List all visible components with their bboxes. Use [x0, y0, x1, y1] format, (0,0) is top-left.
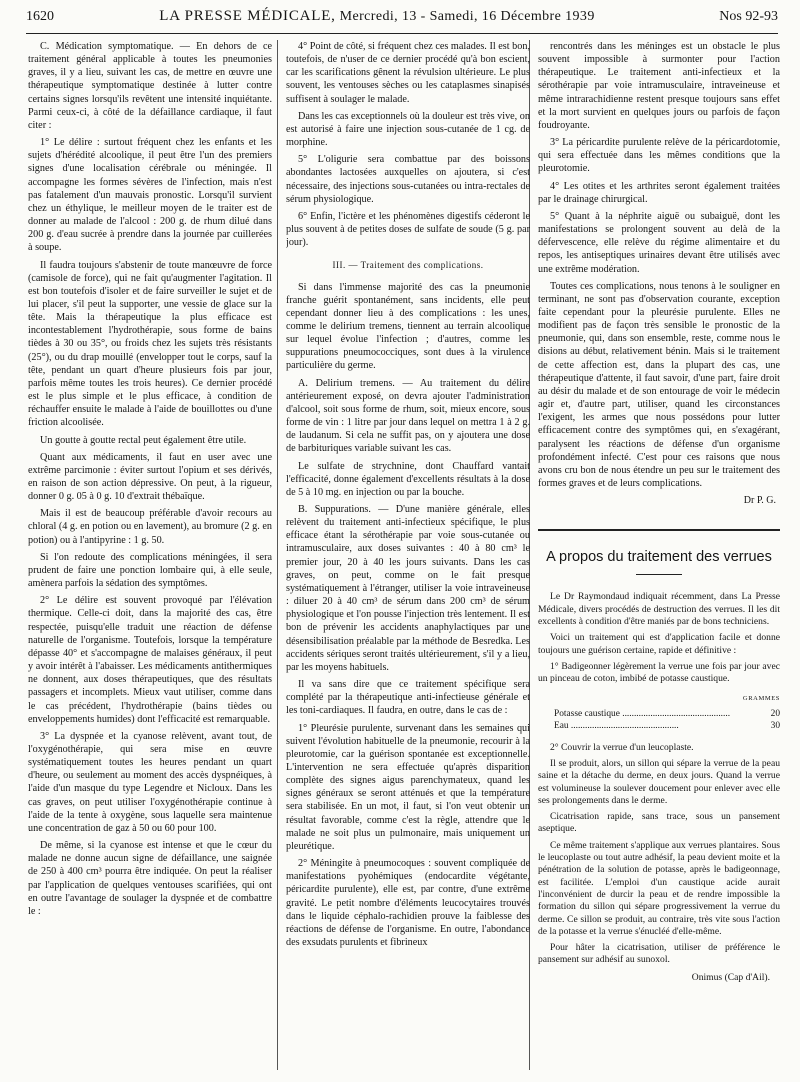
column-3	[538, 40, 780, 1076]
page-number: 1620	[26, 9, 54, 24]
section-heading: III. — Traitement des complications.	[332, 260, 484, 271]
ingredient-name: Potasse caustique .....	[554, 708, 754, 720]
running-title	[86, 8, 668, 25]
paragraph: Si dans l'immense majorité des cas la pneumonie franche guérit spontanément, sans incidents, elle peut cependant donner lieu à des complications : les unes, comme le delirium tremens, tiennent au terrain alcoolique sur lequel évolue l'infection ; d'autres, comme les suppurations pneumococciques, sont dues à la virulence particulière du germe.	[286, 281, 530, 372]
paragraph: Pour hâter la cicatrisation, utiliser de préférence le pansement sur adhésif au sunoxol.	[538, 942, 780, 966]
column-separator	[277, 40, 278, 1070]
paragraph: Dans les cas exceptionnels où la douleur est très vive, on est autorisé à faire une injection sous-cutanée de 1 cg. de morphine.	[286, 110, 530, 149]
ingredient-qty: 30	[770, 720, 780, 731]
issue-date: Mercredi, 13 - Samedi, 16 Décembre 1939	[339, 9, 595, 24]
paragraph: Il se produit, alors, un sillon qui sépare la verrue de la peau saine et la détache du derme, en deux jours. Quand la verrue est volumineuse la soulever doucement pour enlever avec elle ses prolongements dans le derme.	[538, 758, 780, 806]
header-rule	[26, 33, 778, 34]
title-rule	[636, 574, 682, 575]
paragraph: Voici un traitement qui est d'application facile et donne toujours une guérison certaine, rapide et définitive :	[538, 632, 780, 656]
paragraph: Un goutte à goutte rectal peut également être utile.	[40, 434, 247, 446]
paragraph: A. Delirium tremens. — Au traitement du délire antérieurement exposé, on devra ajouter l'administration d'alcool, soit sous forme de rhum, soit, mieux encore, sous forme de vin : 1 litre par jour dans lequel on mettra 1 à 2 g. de laudanum. Si cela ne suffit pas, on y ajoutera une dose de barbituriques variable suivant les cas.	[286, 377, 530, 455]
article-signature: Dr P. G.	[743, 495, 776, 507]
page-header	[26, 8, 778, 30]
paragraph: Toutes ces complications, nous tenons à le souligner en terminant, ne sont pas d'observation courante, exception faite cependant pour la pleurésie purulente. Elles ne modifient pas de façon très sensible le pronostic de la pneumonie, qui, dans son ensemble, reste, comme nous le disions au début, relativement bénin. Mais si le traitement de cette affection est, dans la plupart des cas, une thérapeutique d'attente, il faut savoir, d'une part, faire droit au désir du malade et de son entourage de voir le médecin agir et, d'autre part, utiliser, quand les circonstances l'exigent, les armes que nous possédons pour lutter efficacement contre des symptômes qui, en s'exagérant, paralysent les réactions de défense d'un organisme profondément infecté. C'est pour ces raisons que nous avons cru bon de nous étendre un peu sur le traitement des formes graves et de leurs complications.	[538, 280, 780, 489]
paragraph: 1° Badigeonner légèrement la verrue une fois par jour avec un pinceau de coton, imbibé de potasse caustique.	[538, 660, 780, 685]
paragraph: 2° Méningite à pneumocoques : souvent compliquée de manifestations pyohémiques (endocardite végétante, péricardite purulente), elle est, par contre, d'une extrême gravité. Le petit nombre d'éléments leucocytaires trouvés dans le liquide céphalo-rachidien prouve la faiblesse des réactions de défense de l'organisme. En outre, l'abondance des exsudats purulents et fibrineux	[286, 858, 530, 948]
paragraph: 4° Point de côté, si fréquent chez ces malades. Il est bon, toutefois, de n'user de ce dernier procédé qu'à bon escient, car les scarifications gênent la révulsion ultérieure. Le plus souvent, les ventouses sèches ou les cataplasmes sinapisés suffisent à soulager le malade.	[286, 41, 530, 105]
paragraph: 3° La dyspnée et la cyanose relèvent, avant tout, de l'oxygénothérapie, qui sera mise en œuvre systématiquement toutes les heures pendant un quart d'heure, ou seulement au moment des accès dyspnéiques, à l'aide d'un masque du type Legendre et Nicloux. Dans les cas graves, on peut utiliser l'oxygénothérapie continue à l'aide de la tente à oxygène, sous laquelle sera maintenue une concentration de gaz à 50 ou 60 pour 100.	[28, 730, 272, 834]
issue-number: Nos 92-93	[719, 9, 778, 24]
paragraph: Cicatrisation rapide, sans trace, sous un pansement aseptique.	[538, 811, 780, 835]
paragraph: C. Médication symptomatique. — En dehors de ce traitement général applicable à toutes les pneumonies graves, il y a lieu, suivant les cas, de mettre en œuvre une thérapeutique symptomatique destinée à lutter contre certains signes lorsqu'ils revêtent une intensité inquiétante. Parmi ceux-ci, à côté de la défaillance cardiaque, il faut citer :	[28, 41, 272, 131]
formula-row	[538, 720, 780, 732]
paragraph: 3° La péricardite purulente relève de la péricardotomie, qui sera effectuée dans les mêmes conditions que la pleurotomie.	[538, 137, 780, 175]
paragraph: 1° Pleurésie purulente, survenant dans les semaines qui suivent l'évolution habituelle de la pneumonie, recourir à la pleurotomie, car la guérison spontanée est exceptionnelle. L'intervention ne sera effectuée qu'après disparition complète des signes aigus parenchymateux, quand les signes généraux se seront atténués et que la température sera stabilisée. En un mot, il faut, si l'on veut obtenir un résultat favorable, comme c'est la règle, attendre que le malade ne soit plus un pulmonaire, mais uniquement un pleurétique.	[286, 722, 530, 852]
paragraph: De même, si la cyanose est intense et que le cœur du malade ne donne aucun signe de défaillance, une saignée de 250 à 400 cm³ pourra être indiquée. On peut la réaliser par l'application de quelques ventouses scarifiées, qui ont en outre l'avantage de soulager la dyspnée et de combattre le :	[28, 840, 272, 917]
paragraph: 5° Quant à la néphrite aiguë ou subaiguë, dont les manifestations se prolongent souvent au delà de la défervescence, elle relève du régime alimentaire et du repos, les antiseptiques urinaires devant être utilisés avec une extrême modération.	[538, 210, 780, 275]
paragraph: 4° Les otites et les arthrites seront également traitées par le drainage chirurgical.	[538, 180, 780, 205]
prescription-formula	[538, 692, 780, 732]
paragraph: rencontrés dans les méninges est un obstacle le plus souvent impossible à surmonter pour l'action thérapeutique. Le traitement anti-infectieux et la sérothérapie par voie intramusculaire, intraveineuse et même intrarachidienne restent presque toujours sans effet et la mort survient en quelques jours ou parfois de façon foudroyante.	[538, 41, 780, 131]
column-1	[28, 40, 272, 1076]
paragraph: 1° Le délire : surtout fréquent chez les enfants et les sujets d'hérédité alcoolique, il peut être l'un des premiers signes d'une localisation cérébrale ou méningée. Il accompagne les formes sévères de l'infection, mais n'est pas fatalement d'un mauvais pronostic. Lorsqu'il survient chez un éthylique, le meilleur moyen de le traiter est de donner au malade de l'alcool : 200 g. de rhum dilué dans 200 g. d'eau sucrée à prendre dans la journée par cuillerées à soupe.	[28, 137, 272, 254]
verrues-article	[538, 551, 780, 984]
journal-name: LA PRESSE MÉDICALE,	[159, 8, 336, 24]
article-divider	[538, 529, 780, 531]
paragraph: Il faudra toujours s'abstenir de toute manœuvre de force (camisole de force), qui ne fait qu'augmenter l'agitation. Il est bon toutefois d'isoler et de faire surveiller le sujet et de lui placer, s'il peut la supporter, une vessie de glace sur la tête. Mais la thérapeutique la plus efficace est incontestablement l'hydrothérapie, sous forme de bains tièdes à 30 ou 35°, ou froids chez les sujets très résistants (25°), ou du drap mouillé (envelopper tout le corps, sauf la tête, pendant un quart d'heure plusieurs fois par jour, parfois même toutes les trois heures). Ce dernier procédé est le plus simple et le plus efficace, à condition de réchauffer ensuite le malade à l'aide de bouillottes ou d'une friction alcoolisée.	[28, 259, 272, 429]
formula-units: GRAMMES	[742, 694, 780, 702]
paragraph: Quant aux médicaments, il faut en user avec une extrême parcimonie : éviter surtout l'opium et ses dérivés, en raison de son action dépressive. On peut, à la rigueur, donner 0 g. 05 à 0 g. 10 d'extrait thébaïque.	[28, 451, 272, 503]
paragraph: 6° Enfin, l'ictère et les phénomènes digestifs céderont le plus souvent à de petites doses de sulfate de soude (5 g. par jour).	[286, 210, 530, 249]
column-2	[286, 40, 530, 1076]
paragraph: Le sulfate de strychnine, dont Chauffard vantait l'efficacité, donne également d'excellents résultats à la dose de 5 à 10 mg. en injection ou par la bouche.	[286, 460, 530, 498]
ingredient-qty: 20	[770, 708, 780, 719]
paragraph: Ce même traitement s'applique aux verrues plantaires. Sous le leucoplaste ou tout autre adhésif, la peau devient moite et la pénétration de la solution de potasse, après le badigeonnage, est facilitée. L'emploi d'un caustique acide aurait l'inconvénient de durcir la peau et de rendre impossible la formation du sillon qui sépare progressivement la verrue du derme. Ce sillon se produit, au contraire, très vite sous l'action de la potasse et la verrue s'énucléé d'elle-même.	[538, 839, 780, 937]
paragraph: 2° Couvrir la verrue d'un leucoplaste.	[550, 741, 694, 753]
paragraph: Le Dr Raymondaud indiquait récemment, dans La Presse Médicale, divers procédés de destruction des verrues. Il les dit excellents à condition d'être maniés par de bons techniciens.	[538, 591, 780, 628]
article-title: A propos du traitement des verrues	[546, 549, 772, 566]
article-author: Onimus (Cap d'Ail).	[691, 971, 770, 983]
paragraph: Si l'on redoute des complications méningées, il sera prudent de faire une ponction lombaire qui, à elle seule, amènera parfois la sédation des symptômes.	[28, 551, 272, 590]
ingredient-name: Eau .....	[554, 720, 754, 732]
paragraph: 2° Le délire est souvent provoqué par l'élévation thermique. Celle-ci doit, dans la majorité des cas, être respectée, puisqu'elle traduit une réaction de défense naturelle de l'organisme. Toutefois, lorsque la température dépasse 40° et s'accompagne de malaises généraux, il peut y avoir intérêt à l'abaisser. Les médicaments antithermiques ne donnent, aux doses thérapeutiques, que des résultats passagers et incomplets. Mieux vaut utiliser, comme dans le cas précédent, l'hydrothérapie (bains tièdes ou enveloppements humides) dont l'efficacité est remarquable.	[28, 595, 272, 725]
paragraph: Mais il est de beaucoup préférable d'avoir recours au chloral (4 g. en potion ou en lavement), au bromure (2 g. en potion) ou à l'antipyrine : 1 g. 50.	[28, 508, 272, 546]
paragraph: B. Suppurations. — D'une manière générale, elles relèvent du traitement anti-infectieux spécifique, le plus efficace étant la sérothérapie par voie sous-cutanée ou intramusculaire, aux doses suivantes : 40 à 80 cm³ le premier jour, 20 à 40 les jours suivants. Dans les cas graves, on peut, comme on le fait presque systématiquement à l'étranger, utiliser la voie intraveineuse : diluer 20 à 40 cm³ de sérum dans 200 cm³ de sérum physiologique et l'on pousse l'injection très lentement. Il est bon de prévenir les accidents anaphylactiques par une désensibilisation préalable par la méthode de Besredka. Les accidents sériques seront traités ultérieurement, s'il y a lieu, par les moyens habituels.	[286, 504, 530, 673]
formula-row	[538, 708, 780, 720]
paragraph: Il va sans dire que ce traitement spécifique sera complété par la thérapeutique anti-infectieuse générale et les toni-cardiaques. Il faudra, en outre, dans le cas de :	[286, 679, 530, 717]
paragraph: 5° L'oligurie sera combattue par des boissons abondantes lactosées auxquelles on ajoutera, si c'est nécessaire, des injections sous-cutanées ou intra-rectales de sérum physiologique.	[286, 154, 530, 205]
